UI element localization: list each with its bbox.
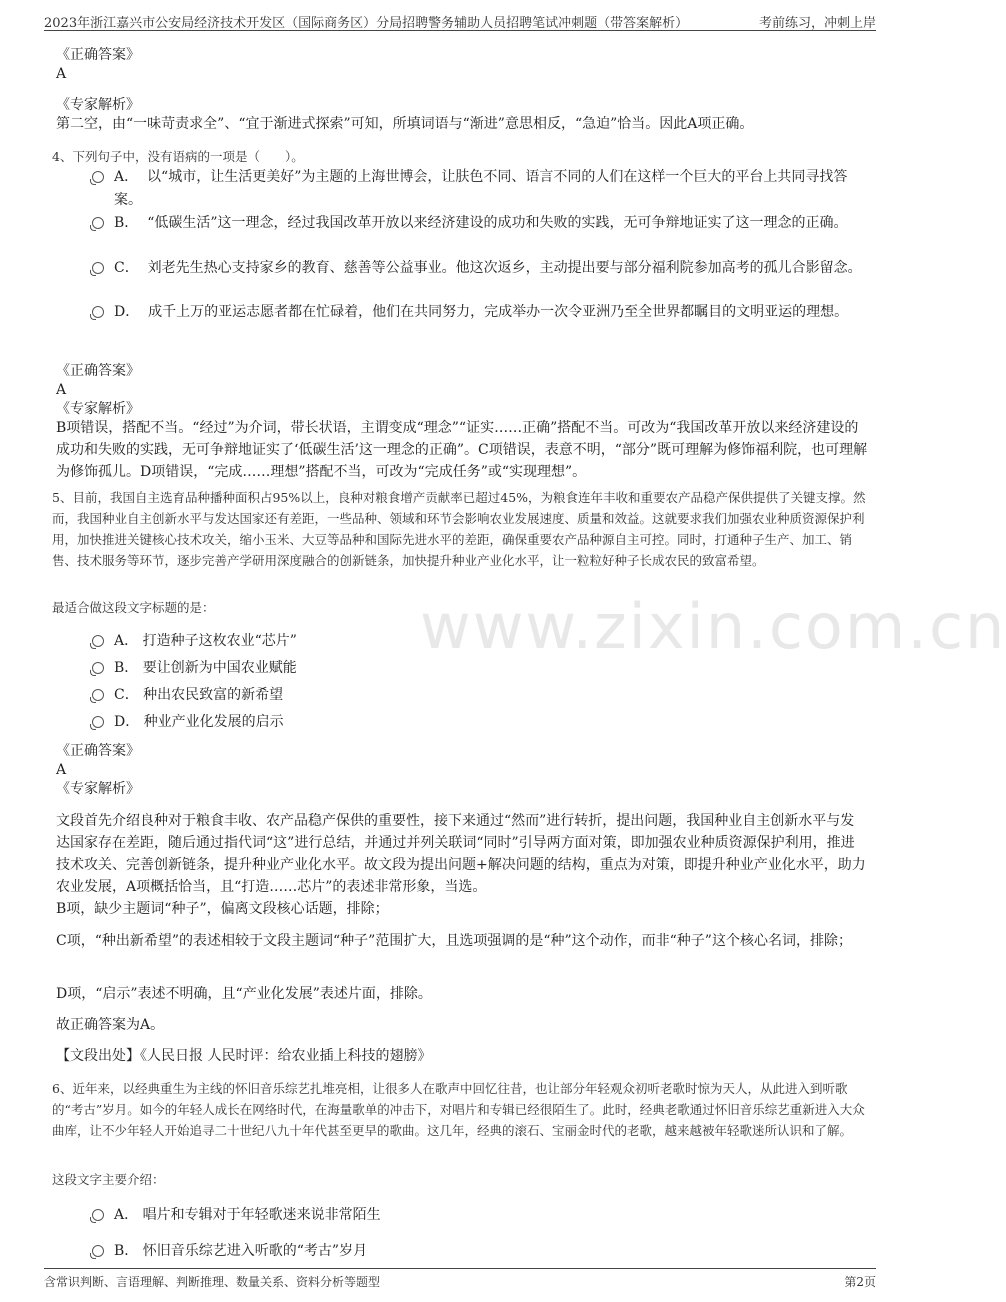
option-label: B． bbox=[114, 660, 139, 676]
q5-analysis-p1: 文段首先介绍良种对于粮食丰收、农产品稳产保供的重要性，接下来通过“然而”进行转折，提出问题，我国种业自主创新水平与发达国家存在差距，随后通过指代词“这”进行总结，并通过并列关联词“同时”引导两方面对策，即加强农业种质资源保护利用，推进技术攻关、完善创新链条，提升种业产业化水平。故文段为提出问题+解决问题的结构，重点为对策，即提升种业产业化水平，助力农业发展，A项概括恰当，且“打造……芯片”的表述非常形象，当选。 bbox=[56, 813, 866, 895]
option-text: 要让创新为中国农业赋能 bbox=[142, 660, 297, 676]
radio-icon[interactable] bbox=[92, 262, 104, 274]
footer-text: 含常识判断、言语理解、判断推理、数量关系、资料分析等题型 bbox=[44, 1275, 381, 1289]
q5-option-a[interactable] bbox=[92, 630, 862, 653]
option-label: B． bbox=[114, 1243, 139, 1259]
q6-option-b[interactable] bbox=[92, 1240, 862, 1263]
q5-option-d[interactable] bbox=[92, 711, 862, 734]
q5-option-b[interactable] bbox=[92, 657, 862, 680]
option-label: A． bbox=[114, 633, 139, 649]
page-number: 第2页 bbox=[844, 1275, 876, 1289]
radio-icon[interactable] bbox=[92, 716, 104, 728]
option-text: 种业产业化发展的启示 bbox=[143, 714, 284, 730]
header-slogan: 考前练习，冲刺上岸 bbox=[758, 16, 876, 31]
option-label: A． bbox=[114, 1207, 139, 1223]
q5-question: 5、目前，我国自主选育品种播种面积占95%以上，良种对粮食增产贡献率已超过45%，为粮食连年丰收和重要农产品稳产保供提供了关键支撑。然而，我国种业自主创新水平与发达国家还有差距，一些品种、领域和环节会影响农业发展速度、质量和效益。这就要求我们加强农业种质资源保护利用，加快推进关键核心技术攻关，缩小玉米、大豆等品种和国际先进水平的差距，确保重要农产品种源自主可控。同时，打通种子生产、加工、销售、技术服务等环节，逐步完善产学研用深度融合的创新链条，加快提升种业产业化水平，让一粒粒好种子长成农民的致富希望。 bbox=[52, 490, 866, 568]
q5-analysis-p3: C项，“种出新希望”的表述相较于文段主题词“种子”范围扩大，且选项强调的是“种”这个动作，而非“种子”这个核心名词，排除； bbox=[56, 933, 852, 949]
q5-prompt: 最适合做这段文字标题的是： bbox=[52, 600, 215, 615]
option-text: 唱片和专辑对于年轻歌迷来说非常陌生 bbox=[142, 1207, 381, 1223]
radio-icon[interactable] bbox=[92, 689, 104, 701]
q5-source: 【文段出处】《人民日报 人民时评：给农业插上科技的翅膀》 bbox=[56, 1048, 432, 1064]
q3-analysis-label: 《专家解析》 bbox=[56, 97, 140, 113]
radio-icon[interactable] bbox=[92, 1209, 104, 1221]
radio-icon[interactable] bbox=[92, 217, 104, 229]
q4-option-c[interactable] bbox=[92, 257, 862, 280]
option-text: “低碳生活”这一理念，经过我国改革开放以来经济建设的成功和失败的实践，无可争辩地证实了这一理念的正确。 bbox=[147, 215, 848, 231]
radio-icon[interactable] bbox=[92, 635, 104, 647]
option-text: 怀旧音乐综艺进入听歌的“考古”岁月 bbox=[142, 1243, 368, 1259]
page-header bbox=[44, 8, 876, 31]
q5-analysis-p2: B项，缺少主题词“种子”，偏离文段核心话题，排除； bbox=[56, 901, 389, 917]
q5-analysis-p5: 故正确答案为A。 bbox=[56, 1017, 165, 1033]
option-text: 打造种子这枚农业“芯片” bbox=[142, 633, 297, 649]
option-label: B． bbox=[114, 215, 139, 231]
radio-icon[interactable] bbox=[92, 306, 104, 318]
q4-analysis: B项错误，搭配不当。“经过”为介词，带长状语，主谓变成“理念”“证实……正确”搭配不当。可改为“我国改革开放以来经济建设的成功和失败的实践，无可争辩地证实了‘低碳生活’这一理念的正确”。C项错误，表意不明，“部分”既可理解为修饰福利院，也可理解为修饰孤儿。D项错误，“完成……理想”搭配不当，可改为“完成任务”或“实现理想”。 bbox=[56, 420, 868, 480]
q3-answer: A bbox=[56, 66, 67, 82]
option-label: D． bbox=[114, 304, 140, 320]
option-label: A． bbox=[114, 169, 139, 185]
q5-answer: A bbox=[56, 762, 67, 778]
q5-answer-label: 《正确答案》 bbox=[56, 743, 140, 759]
q4-answer: A bbox=[56, 382, 67, 398]
radio-icon[interactable] bbox=[92, 662, 104, 674]
q3-answer-label: 《正确答案》 bbox=[56, 47, 140, 63]
document-title: 2023年浙江嘉兴市公安局经济技术开发区（国际商务区）分局招聘警务辅助人员招聘笔试冲刺题（带答案解析） bbox=[44, 16, 689, 31]
q6-option-a[interactable] bbox=[92, 1204, 862, 1227]
q4-option-b[interactable] bbox=[92, 212, 862, 235]
q6-question: 6、近年来，以经典重生为主线的怀旧音乐综艺扎堆亮相，让很多人在歌声中回忆往昔，也让部分年轻观众初听老歌时惊为天人，从此进入到听歌的“考古”岁月。如今的年轻人成长在网络时代，在海量歌单的冲击下，对唱片和专辑已经很陌生了。此时，经典老歌通过怀旧音乐综艺重新进入大众曲库，让不少年轻人开始追寻二十世纪八九十年代甚至更早的歌曲。这几年，经典的滚石、宝丽金时代的老歌，越来越被年轻歌迷所认识和了解。 bbox=[52, 1081, 865, 1138]
option-text: 刘老先生热心支持家乡的教育、慈善等公益事业。他这次返乡，主动提出要与部分福利院参加高考的孤儿合影留念。 bbox=[147, 260, 862, 276]
option-label: C． bbox=[114, 687, 139, 703]
option-label: C． bbox=[114, 260, 139, 276]
watermark: www.zixin.com.cn bbox=[420, 590, 1006, 663]
q6-prompt: 这段文字主要介绍： bbox=[52, 1172, 165, 1187]
page-footer bbox=[44, 1268, 876, 1289]
q4-answer-label: 《正确答案》 bbox=[56, 363, 140, 379]
option-text: 种出农民致富的新希望 bbox=[143, 687, 284, 703]
q4-question: 4、下列句子中，没有语病的一项是（ ）。 bbox=[52, 149, 304, 164]
option-text: 以“城市，让生活更美好”为主题的上海世博会，让肤色不同、语言不同的人们在这样一个巨大的平台上共同寻找答案。 bbox=[114, 169, 848, 208]
q5-option-c[interactable] bbox=[92, 684, 862, 707]
q4-option-a[interactable] bbox=[92, 166, 862, 212]
q4-option-d[interactable] bbox=[92, 301, 862, 324]
option-label: D． bbox=[114, 714, 140, 730]
q4-analysis-label: 《专家解析》 bbox=[56, 401, 140, 417]
q5-analysis-p4: D项，“启示”表述不明确，且“产业化发展”表述片面，排除。 bbox=[56, 986, 432, 1002]
radio-icon[interactable] bbox=[92, 1245, 104, 1257]
radio-icon[interactable] bbox=[92, 171, 104, 183]
option-text: 成千上万的亚运志愿者都在忙碌着，他们在共同努力，完成举办一次令亚洲乃至全世界都瞩目的文明亚运的理想。 bbox=[148, 304, 849, 320]
q5-analysis-label: 《专家解析》 bbox=[56, 781, 140, 797]
q3-analysis: 第二空，由“一味苛责求全”、“宜于渐进式探索”可知，所填词语与“渐进”意思相反，“急迫”恰当。因此A项正确。 bbox=[56, 116, 754, 132]
